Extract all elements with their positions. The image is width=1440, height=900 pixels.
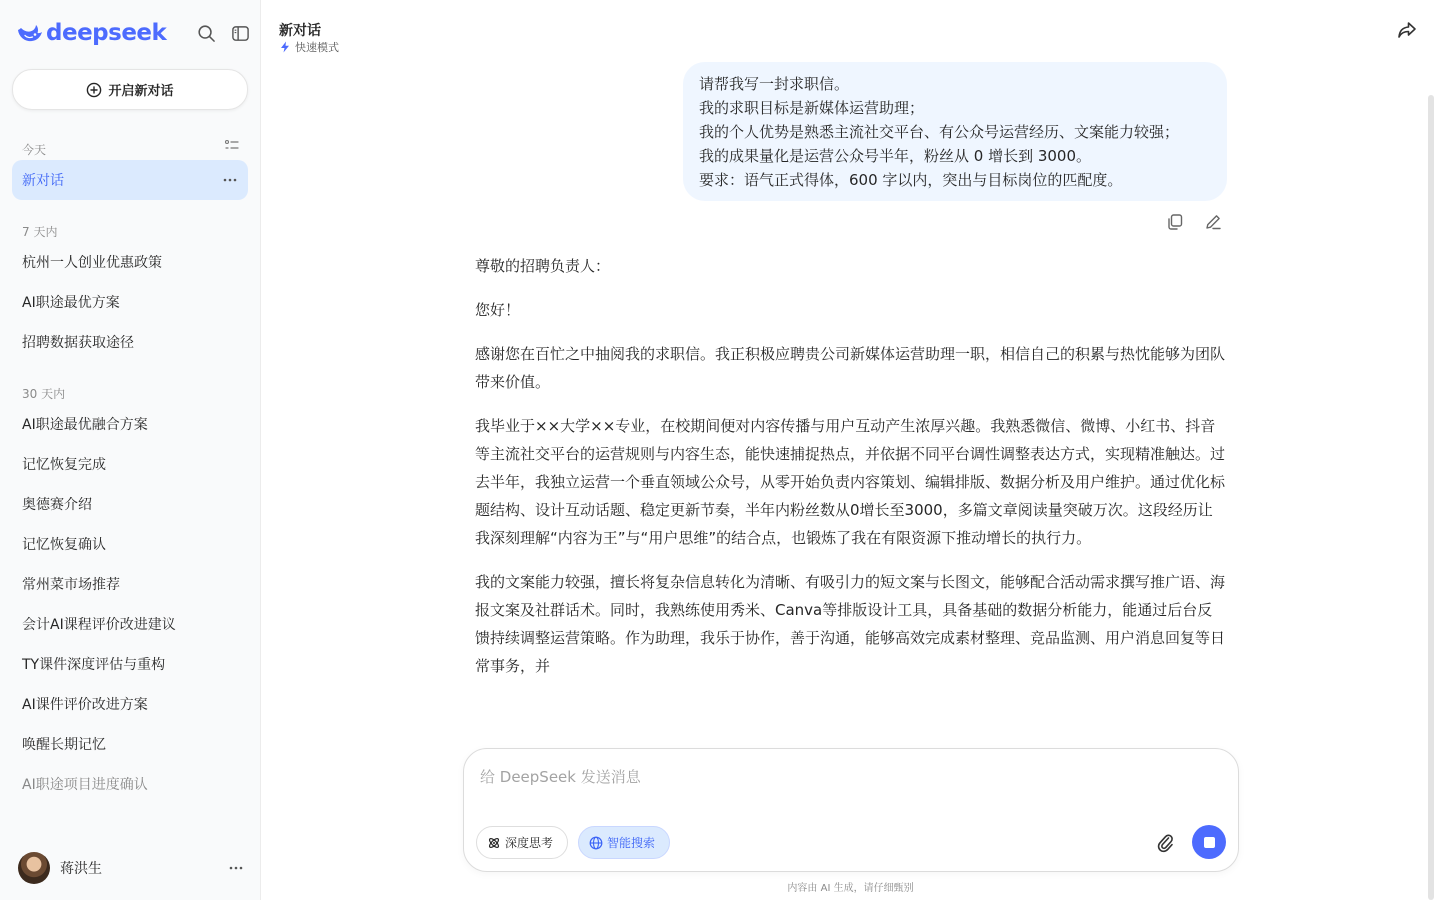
history-item[interactable] — [12, 604, 248, 644]
atom-icon — [487, 836, 501, 850]
search-button[interactable] — [194, 21, 218, 45]
scrollbar[interactable] — [1428, 95, 1434, 900]
smart-search-toggle[interactable] — [578, 826, 670, 859]
globe-icon — [589, 836, 603, 850]
list-filter-icon[interactable] — [224, 138, 240, 154]
history-item-label: AI职途项目进度确认 — [22, 777, 148, 793]
more-options-icon[interactable] — [228, 860, 244, 876]
user-profile-row[interactable] — [18, 852, 248, 884]
reply-paragraph: 您好！ — [475, 301, 521, 319]
copy-icon[interactable] — [1165, 212, 1185, 232]
reply-paragraph: 尊敬的招聘负责人： — [475, 257, 611, 275]
history-item[interactable] — [12, 684, 248, 724]
message-composer — [463, 748, 1239, 872]
ai-disclaimer-text: 内容由 AI 生成，请仔细甄别 — [787, 883, 914, 894]
reply-paragraph: 我毕业于××大学××专业，在校期间便对内容传播与用户互动产生浓厚兴趣。我熟悉微信、微博、小红书、抖音等主流社交平台的运营规则与内容生态，能快速捕捉热点，并依据不同平台调性调整表达方式，实现精准触达。过去半年，我独立运营一个垂直领域公众号，从零开始负责内容策划、编辑排版、数据分析及用户维护。通过优化标题结构、设计互动话题、稳定更新节奏，半年内粉丝数从0增长至3000，多篇文章阅读量突破万次。这段经历让我深刻理解“内容为王”与“用户思维”的结合点，也锻炼了我在有限资源下推动增长的执行力。 — [475, 417, 1226, 547]
history-item-label: 常州菜市场推荐 — [22, 577, 120, 593]
chat-title: 新对话 — [279, 23, 321, 39]
ai-disclaimer — [261, 879, 1440, 894]
history-item[interactable] — [12, 242, 248, 282]
history-item[interactable] — [12, 484, 248, 524]
history-item-label: AI职途最优方案 — [22, 295, 120, 311]
history-item[interactable] — [12, 322, 248, 362]
logo-text: deepseek — [46, 20, 167, 46]
user-message-line: 我的个人优势是熟悉主流社交平台、有公众号运营经历、文案能力较强； — [699, 123, 1180, 141]
sidebar-toggle-icon — [231, 24, 250, 43]
history-item[interactable] — [12, 282, 248, 322]
stop-generating-button[interactable] — [1192, 825, 1226, 859]
group-label-30-days: 30 天内 — [22, 387, 66, 401]
lightning-icon — [279, 41, 291, 53]
user-message-bubble — [683, 62, 1227, 201]
group-label-7-days: 7 天内 — [22, 225, 58, 239]
plus-circle-icon — [86, 82, 102, 98]
user-message-line: 我的求职目标是新媒体运营助理； — [699, 99, 925, 117]
sidebar-fade — [0, 806, 260, 836]
history-item[interactable] — [12, 564, 248, 604]
logo-row — [16, 20, 252, 46]
user-message-line: 请帮我写一封求职信。 — [699, 75, 850, 93]
history-item-label: 会计AI课程评价改进建议 — [22, 617, 176, 633]
history-item[interactable] — [12, 524, 248, 564]
user-name: 蒋洪生 — [60, 861, 102, 877]
history-item-label: 招聘数据获取途径 — [22, 335, 134, 351]
share-icon[interactable] — [1396, 19, 1418, 41]
history-item-label: 杭州一人创业优惠政策 — [22, 255, 162, 271]
history-item[interactable] — [12, 644, 248, 684]
collapse-sidebar-button[interactable] — [228, 21, 252, 45]
deepseek-logo[interactable] — [16, 20, 166, 46]
user-message-line: 要求：语气正式得体，600 字以内，突出与目标岗位的匹配度。 — [699, 171, 1123, 189]
deep-think-toggle[interactable] — [476, 826, 568, 859]
history-item-label: AI职途最优融合方案 — [22, 417, 148, 433]
avatar — [18, 852, 50, 884]
history-item-label: AI课件评价改进方案 — [22, 697, 148, 713]
search-icon — [197, 24, 216, 43]
user-message-line: 我的成果量化是运营公众号半年，粉丝从 0 增长到 3000。 — [699, 147, 1092, 165]
history-item-label: 奥德赛介绍 — [22, 497, 92, 513]
edit-icon[interactable] — [1203, 212, 1223, 232]
assistant-reply — [475, 252, 1227, 696]
paperclip-icon[interactable] — [1154, 832, 1176, 854]
history-item-label: 记忆恢复确认 — [22, 537, 106, 553]
history-item-label: 唤醒长期记忆 — [22, 737, 106, 753]
mode-indicator — [279, 39, 339, 55]
deep-think-label: 深度思考 — [505, 836, 554, 850]
chat-main — [261, 0, 1440, 900]
reply-paragraph: 感谢您在百忙之中抽阅我的求职信。我正积极应聘贵公司新媒体运营助理一职，相信自己的积累与热忱能够为团队带来价值。 — [475, 345, 1226, 391]
new-chat-label: 开启新对话 — [108, 84, 174, 99]
whale-logo-icon — [16, 21, 44, 45]
smart-search-label: 智能搜索 — [607, 836, 656, 850]
history-item[interactable] — [12, 404, 248, 444]
history-item-active[interactable] — [12, 160, 248, 200]
stop-icon — [1204, 837, 1215, 848]
sidebar — [0, 0, 261, 900]
reply-paragraph: 我的文案能力较强，擅长将复杂信息转化为清晰、有吸引力的短文案与长图文，能够配合活动需求撰写推广语、海报文案及社群话术。同时，我熟练使用秀米、Canva等排版设计工具，具备基础的数据分析能力，能通过后台反馈持续调整运营策略。作为助理，我乐于协作，善于沟通，能够高效完成素材整理、竞品监测、用户消息回复等日常事务，并 — [475, 573, 1226, 675]
history-item-label: 记忆恢复完成 — [22, 457, 106, 473]
history-item[interactable] — [12, 444, 248, 484]
more-options-icon[interactable] — [222, 172, 238, 188]
new-chat-button[interactable] — [12, 69, 248, 110]
message-input[interactable] — [480, 765, 1220, 789]
history-item[interactable] — [12, 764, 248, 804]
mode-label: 快速模式 — [295, 41, 339, 54]
history-item[interactable] — [12, 724, 248, 764]
history-item-label: TY课件深度评估与重构 — [22, 657, 166, 673]
group-label-today: 今天 — [22, 143, 47, 157]
history-item-label: 新对话 — [22, 173, 64, 189]
